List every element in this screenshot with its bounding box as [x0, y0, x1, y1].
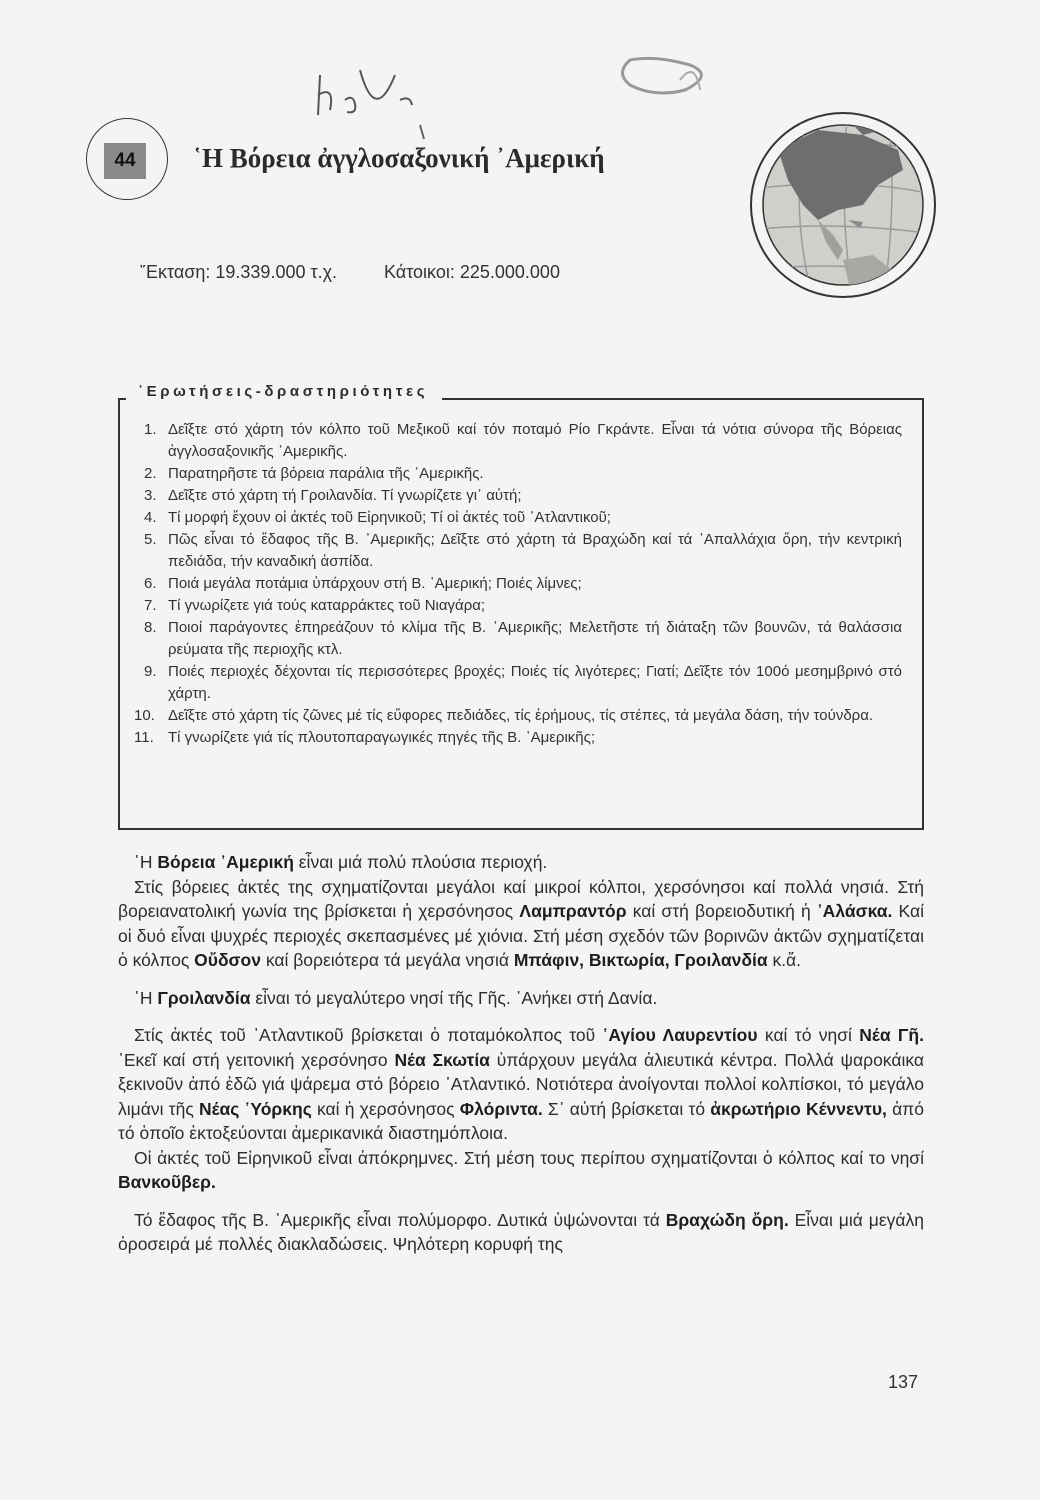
question-item: 7. Τί γνωρίζετε γιά τούς καταρράκτες τοῦ Νιαγάρα; — [144, 597, 486, 614]
question-item: 1. Δεῖξτε στό χάρτη τόν κόλπο τοῦ Μεξικοῦ καί τόν ποταμό Ρίο Γκράντε. Εἶναι τά νότια σύνορα τῆς Βόρειας ἀγγλοσαξονικῆς ᾿Αμερικῆς. — [144, 421, 902, 460]
paragraph: Οἱ ἀκτές τοῦ Εἰρηνικοῦ εἶναι ἀπόκρημνες. Στή μέση τους περίπου σχηματίζονται ὁ κόλπος καί το νησί Βανκοῦβερ. — [118, 1147, 924, 1192]
page-number: 137 — [888, 1372, 919, 1392]
question-item: 3. Δεῖξτε στό χάρτη τή Γροιλανδία. Τί γνωρίζετε γι᾿ αὐτή; — [144, 487, 522, 504]
paragraph: Στίς βόρειες ἀκτές της σχηματίζονται μεγάλοι καί μικροί κόλποι, χερσόνησοι καί πολλά νησιά. Στή βορειανατολική γωνία της βρίσκεται ἡ χερσόνησος Λαμπραντόρ καί στή βορειοδυτική ἡ ᾿Αλάσκα. Καί οἱ δυό εἶναι ψυχρές περιοχές σκεπασμένες μέ χιόνια. Στή μέση σχεδόν τῶν βορινῶν ἀκτῶν σχηματίζεται ὁ κόλπος Οὔδσον καί βορειότερα τά μεγάλα νησιά Μπάφιν, Βικτωρία, Γροιλανδία κ.ἄ. — [118, 876, 924, 970]
lesson-number-badge: 44 — [104, 143, 146, 179]
paragraph: ῾Η Γροιλανδία εἶναι τό μεγαλύτερο νησί τῆς Γῆς. ᾿Ανήκει στή Δανία. — [134, 987, 658, 1008]
questions-list — [134, 419, 902, 749]
body-text — [118, 850, 924, 1270]
paragraph: ῾Η Βόρεια ᾿Αμερική εἶναι μιά πολύ πλούσια περιοχή. — [134, 852, 548, 872]
paragraph: Τό ἔδαφος τῆς Β. ᾿Αμερικῆς εἶναι πολύμορφο. Δυτικά ὑψώνονται τά Βραχώδη ὄρη. Εἶναι μιά μεγάλη ὀροσειρά μέ πολλές διακλαδώσεις. Ψηλότερη κορυφή της — [118, 1209, 924, 1254]
question-item: 9. Ποιές περιοχές δέχονται τίς περισσότερες βροχές; Ποιές τίς λιγότερες; Γιατί; Δεῖξτε τόν 100ό μεσημβρινό στό χάρτη. — [144, 663, 902, 702]
question-item: 6. Ποιά μεγάλα ποτάμια ὑπάρχουν στή Β. ᾿Αμερική; Ποιές λίμνες; — [144, 575, 582, 592]
question-item: 2. Παρατηρῆστε τά βόρεια παράλια τῆς ᾿Αμερικῆς. — [144, 465, 484, 482]
paragraph: Στίς ἀκτές τοῦ ᾿Ατλαντικοῦ βρίσκεται ὁ ποταμόκολπος τοῦ ῾Αγίου Λαυρεντίου καί τό νησί Νέα Γῆ. ᾿Εκεῖ καί στή γειτονική χερσόνησο Νέα Σκωτία ὑπάρχουν μεγάλα ἀλιευτικά κέντρα. Πολλά ψαροκάικα ξεκινοῦν ἀπό ἐδῶ γιά ψάρεμα στό βόρειο ᾿Ατλαντικό. Νοτιότερα ἀνοίγονται πολλοί κολπίσκοι, τό μεγάλο λιμάνι τῆς Νέας ῾Υόρκης καί ἡ χερσόνησος Φλόριντα. Σ᾿ αὐτή βρίσκεται τό ἀκρωτήριο Κέννεντυ, ἀπό τό ὁποῖο ἐκτοξεύονται ἀμερικανικά διαστημόπλοια. — [118, 1025, 925, 1143]
question-item: 5. Πῶς εἶναι τό ἔδαφος τῆς Β. ᾿Αμερικῆς; Δεῖξτε στό χάρτη τά Βραχώδη καί τά ᾿Απαλλάχια ὄρη, τήν κεντρική πεδιάδα, τήν καναδική ἀσπίδα. — [144, 531, 902, 570]
question-item: 10. Δεῖξτε στό χάρτη τίς ζῶνες μέ τίς εὔφορες πεδιάδες, τίς ἐρήμους, τίς στέπες, τά μεγάλα δάση, τήν τούνδρα. — [134, 707, 874, 724]
area-stat: ῎Εκταση: 19.339.000 τ.χ. — [140, 262, 338, 282]
question-item: 11. Τί γνωρίζετε γιά τίς πλουτοπαραγωγικές πηγές τῆς Β. ᾿Αμερικῆς; — [134, 729, 596, 746]
questions-heading: ᾿Ερωτήσεις-δραστηριότητες — [126, 383, 442, 400]
question-item: 8. Ποιοί παράγοντες ἐπηρεάζουν τό κλίμα τῆς Β. ᾿Αμερικῆς; Μελετῆστε τή διάταξη τῶν βουνῶν, τά θαλάσσια ρεύματα τῆς περιοχῆς κτλ. — [144, 619, 902, 658]
question-item: 4. Τί μορφή ἔχουν οἱ ἀκτές τοῦ Εἰρηνικοῦ; Τί οἱ ἀκτές τοῦ ᾿Ατλαντικοῦ; — [144, 509, 611, 526]
population-stat: Κάτοικοι: 225.000.000 — [384, 262, 560, 282]
lesson-title: ῾Η Βόρεια ἀγγλοσαξονική ᾿Αμερική — [193, 143, 605, 173]
globe-icon — [748, 110, 938, 300]
